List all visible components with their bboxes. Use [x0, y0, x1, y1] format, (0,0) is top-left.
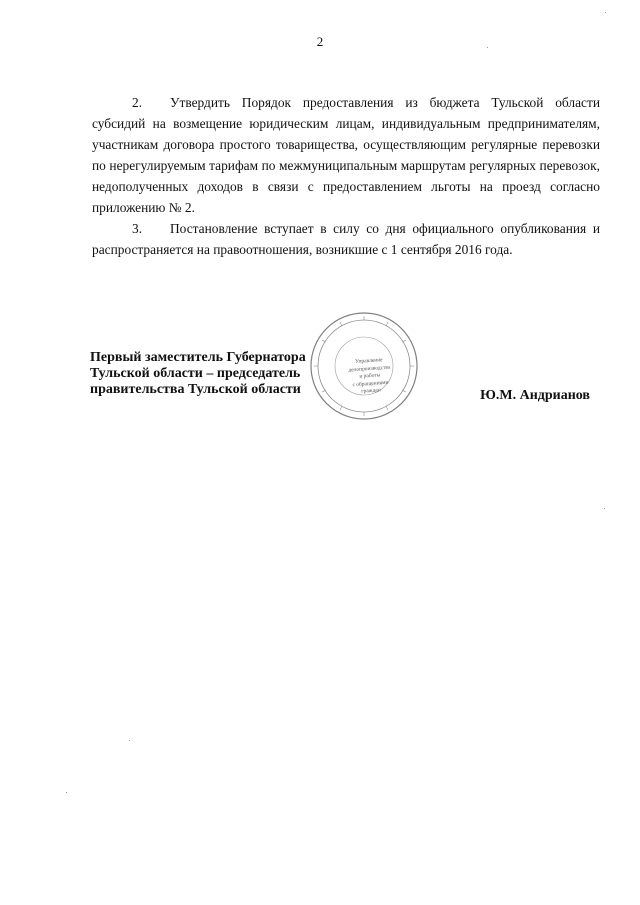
paragraph-number: 3. — [132, 221, 143, 236]
paragraph-number: 2. — [132, 95, 143, 110]
paragraph-text: Постановление вступает в силу со дня официального опубликования и распространяется на правоотношения, возникшие с 1 сентября 2016 года. — [92, 221, 600, 257]
seal-text-line: делопроизводства — [348, 364, 391, 373]
seal-text-line: и работы — [359, 372, 381, 380]
scan-speck — [604, 508, 605, 509]
paragraph-2 — [92, 92, 600, 218]
scan-speck — [605, 12, 606, 13]
scan-speck — [129, 740, 130, 741]
signatory-title-line: Первый заместитель Губернатора — [90, 350, 306, 365]
signatory-name: Ю.М. Андрианов — [480, 388, 590, 403]
page-number: 2 — [316, 34, 324, 49]
signature-block — [90, 350, 610, 440]
signatory-title-line: правительства Тульской области — [90, 382, 301, 397]
scan-speck — [66, 792, 67, 793]
document-body — [92, 92, 600, 260]
signatory-title-line: Тульской области – председатель — [90, 366, 301, 381]
paragraph-text: Утвердить Порядок предоставления из бюджета Тульской области субсидий на возмещение юридическим лицам, индивидуальным предпринимателям, участникам договора простого товарищества, осуществляющим регулярные перевозки по нерегулируемым тарифам по межмуниципальным маршрутам регулярных перевозок, недополученных доходов в связи с предоставлением льготы на проезд согласно приложению № 2. — [92, 95, 600, 215]
seal-text-line: с обращениями — [352, 379, 389, 388]
seal-text-line: Управление — [354, 357, 383, 365]
scan-speck — [487, 47, 488, 48]
seal-text — [344, 356, 396, 397]
signatory-title — [90, 350, 306, 398]
paragraph-3 — [92, 218, 600, 260]
seal-text-line: граждан — [361, 387, 381, 395]
